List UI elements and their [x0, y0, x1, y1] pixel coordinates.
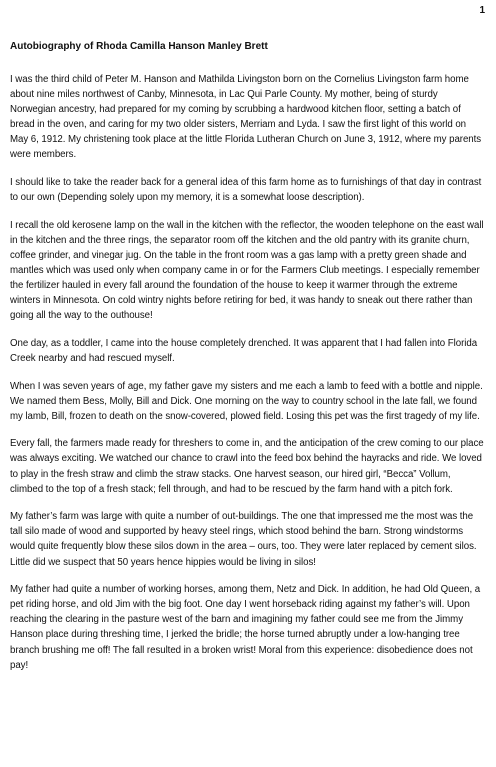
paragraph-birth: I was the third child of Peter M. Hanson and Mathilda Livingston born on the Cornelius Livingston farm home about nine miles northwest of Canby, Minnesota, in Lac Qui Parle County. My mother, being of sturdy Norwegian ancestry, had prepared for my coming by scrubbing a hardwood kitchen floor, setting a batch of bread in the oven, and caring for my two older sisters, Merriam and Lyda. I saw the first light of this world on May 6, 1912. My christening took place at the little Florida Lutheran Church on June 3, 1912, where my parents were members.	[10, 74, 482, 161]
document-body	[10, 72, 486, 685]
paragraph-silo: My father’s farm was large with quite a number of out-buildings. The one that impressed me the most was the tall silo made of wood and supported by heavy steel rings, which stood behind the barn. Strong windstorms would quite frequently blow these silos down in the area – ours, too. They were later replaced by cement silos. Little did we suspect that 50 years hence hippies would be living in silos!	[10, 511, 477, 568]
paragraph-lambs: When I was seven years of age, my father gave my sisters and me each a lamb to feed with a bottle and nipple. We named them Bess, Molly, Bill and Dick. One morning on the way to country school in the late fall, we found my lamb, Bill, frozen to death on the snow-covered, plowed field. Losing this pet was the first tragedy of my life.	[10, 380, 483, 422]
paragraph-horses: My father had quite a number of working horses, among them, Netz and Dick. In addition, he had Old Queen, a pet riding horse, and old Jim with the big foot. One day I went horseback riding against my father’s will. Upon reaching the clearing in the pasture west of the barn and imagining my father could see me from the Jimmy Hanson place during threshing time, I jerked the bridle; the horse turned abruptly under a low-hanging tree branch brushing me off! The fall resulted in a broken wrist! Moral from this experience: disobedience does not pay!	[10, 584, 481, 671]
page-number: 1	[479, 5, 485, 16]
paragraph-creek: One day, as a toddler, I came into the house completely drenched. It was apparent that I had fallen into Florida Creek nearby and had rescued myself.	[10, 337, 478, 364]
document-title: Autobiography of Rhoda Camilla Hanson Manley Brett	[10, 41, 268, 52]
paragraph-furnishings: I recall the old kerosene lamp on the wall in the kitchen with the reflector, the wooden telephone on the east wall in the kitchen and the three rings, the separator room off the kitchen and the old pantry with its granite churn, coffee grinder, and vinegar jug. On the table in the front room was a gas lamp with a pretty green shade and mantles which was used only when company came in or for the Farmers Club meetings. I especially remember the fertilizer hauled in every fall around the foundation of the house to keep it warmer through the extreme winters in Minnesota. On cold wintry nights before retiring for bed, it was handy to sneak out there rather than going all the way to the outhouse!	[10, 219, 484, 322]
paragraph-farm-home-intro: I should like to take the reader back for a general idea of this farm home as to furnishings of that day in contrast to our own (Depending solely upon my memory, it is a somewhat loose description).	[10, 177, 482, 204]
paragraph-threshers: Every fall, the farmers made ready for threshers to come in, and the anticipation of the crew coming to our place was always exciting. We watched our chance to crawl into the feed box behind the hayracks and ride. We loved to play in the fresh straw and climb the straw stacks. One harvest season, our hired girl, “Becca” Vollum, climbed to the top of a fresh stack; fell through, and had to be rescued by the farm hand with a pitch fork.	[10, 438, 484, 495]
